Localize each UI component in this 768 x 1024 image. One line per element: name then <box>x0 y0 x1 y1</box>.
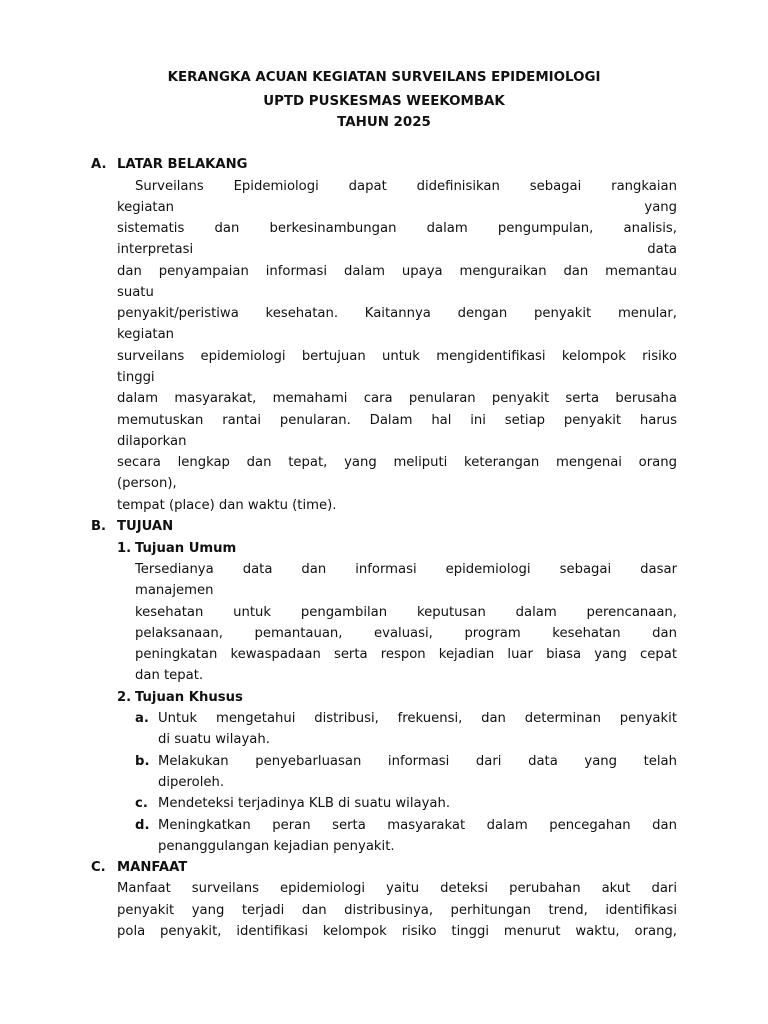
paragraph-line: tinggi <box>117 370 155 385</box>
list-item-marker: b. <box>135 754 150 769</box>
paragraph-line: pola penyakit, identifikasi kelompok risiko tinggi menurut waktu, orang, <box>117 924 677 939</box>
paragraph-line: peningkatan kewaspadaan serta respon kejadian luar biasa yang cepat <box>135 647 677 662</box>
paragraph-line: kegiatan <box>117 327 175 342</box>
document-title-line-3: TAHUN 2025 <box>337 115 431 130</box>
tujuan-umum-heading <box>117 541 236 557</box>
list-item-line: penanggulangan kejadian penyakit. <box>158 839 395 854</box>
list-item-marker: d. <box>135 818 150 833</box>
paragraph-line: (person), <box>117 476 177 491</box>
section-a-heading <box>91 157 247 173</box>
section-c-title: MANFAAT <box>117 860 188 875</box>
paragraph-line: dilaporkan <box>117 434 187 449</box>
list-item-line: Mendeteksi terjadinya KLB di suatu wilayah. <box>158 796 451 811</box>
section-c-marker: C. <box>91 860 106 875</box>
document-title-line-1: KERANGKA ACUAN KEGIATAN SURVEILANS EPIDEMIOLOGI <box>167 70 601 85</box>
section-b-heading <box>91 519 173 535</box>
tujuan-umum-title: Tujuan Umum <box>135 541 237 556</box>
paragraph-line: surveilans epidemiologi bertujuan untuk mengidentifikasi kelompok risiko <box>117 349 677 364</box>
paragraph-line: pelaksanaan, pemantauan, evaluasi, program kesehatan dan <box>135 626 677 641</box>
tujuan-umum-marker: 1. <box>117 541 132 556</box>
list-item-line: Melakukan penyebarluasan informasi dari data yang telah <box>158 754 677 769</box>
section-a-title: LATAR BELAKANG <box>117 157 248 172</box>
paragraph-line: dan tepat. <box>135 668 204 683</box>
section-a-marker: A. <box>91 157 107 172</box>
paragraph-line: suatu <box>117 285 154 300</box>
paragraph-line: secara lengkap dan tepat, yang meliputi keterangan mengenai orang <box>117 455 677 470</box>
tujuan-khusus-marker: 2. <box>117 690 132 705</box>
paragraph-line: Manfaat surveilans epidemiologi yaitu deteksi perubahan akut dari <box>117 881 677 896</box>
paragraph-line: interpretasi data <box>117 242 677 257</box>
tujuan-khusus-heading <box>117 690 243 706</box>
section-c-heading <box>91 860 187 876</box>
section-b-title: TUJUAN <box>117 519 174 534</box>
paragraph-line: penyakit/peristiwa kesehatan. Kaitannya dengan penyakit menular, <box>117 306 677 321</box>
paragraph-line: dalam masyarakat, memahami cara penularan penyakit serta berusaha <box>117 391 677 406</box>
paragraph-line: manajemen <box>135 583 214 598</box>
list-item-line: Meningkatkan peran serta masyarakat dalam pencegahan dan <box>158 818 677 833</box>
document-title-line-2: UPTD PUSKESMAS WEEKOMBAK <box>263 94 505 109</box>
paragraph-line: kegiatan yang <box>117 200 677 215</box>
list-item-marker: a. <box>135 711 149 726</box>
paragraph-line: Tersedianya data dan informasi epidemiologi sebagai dasar <box>135 562 677 577</box>
paragraph-line: sistematis dan berkesinambungan dalam pengumpulan, analisis, <box>117 221 677 236</box>
list-item-line: di suatu wilayah. <box>158 732 270 747</box>
list-item-marker: c. <box>135 796 148 811</box>
list-item-line: Untuk mengetahui distribusi, frekuensi, dan determinan penyakit <box>158 711 677 726</box>
paragraph-line: penyakit yang terjadi dan distribusinya, perhitungan trend, identifikasi <box>117 903 677 918</box>
list-item-line: diperoleh. <box>158 775 225 790</box>
paragraph-line: Surveilans Epidemiologi dapat didefinisikan sebagai rangkaian <box>135 179 677 194</box>
paragraph-line: memutuskan rantai penularan. Dalam hal ini setiap penyakit harus <box>117 413 677 428</box>
paragraph-line: tempat (place) dan waktu (time). <box>117 498 337 513</box>
paragraph-line: dan penyampaian informasi dalam upaya menguraikan dan memantau <box>117 264 677 279</box>
section-b-marker: B. <box>91 519 107 534</box>
tujuan-khusus-title: Tujuan Khusus <box>135 690 243 705</box>
paragraph-line: kesehatan untuk pengambilan keputusan dalam perencanaan, <box>135 605 677 620</box>
